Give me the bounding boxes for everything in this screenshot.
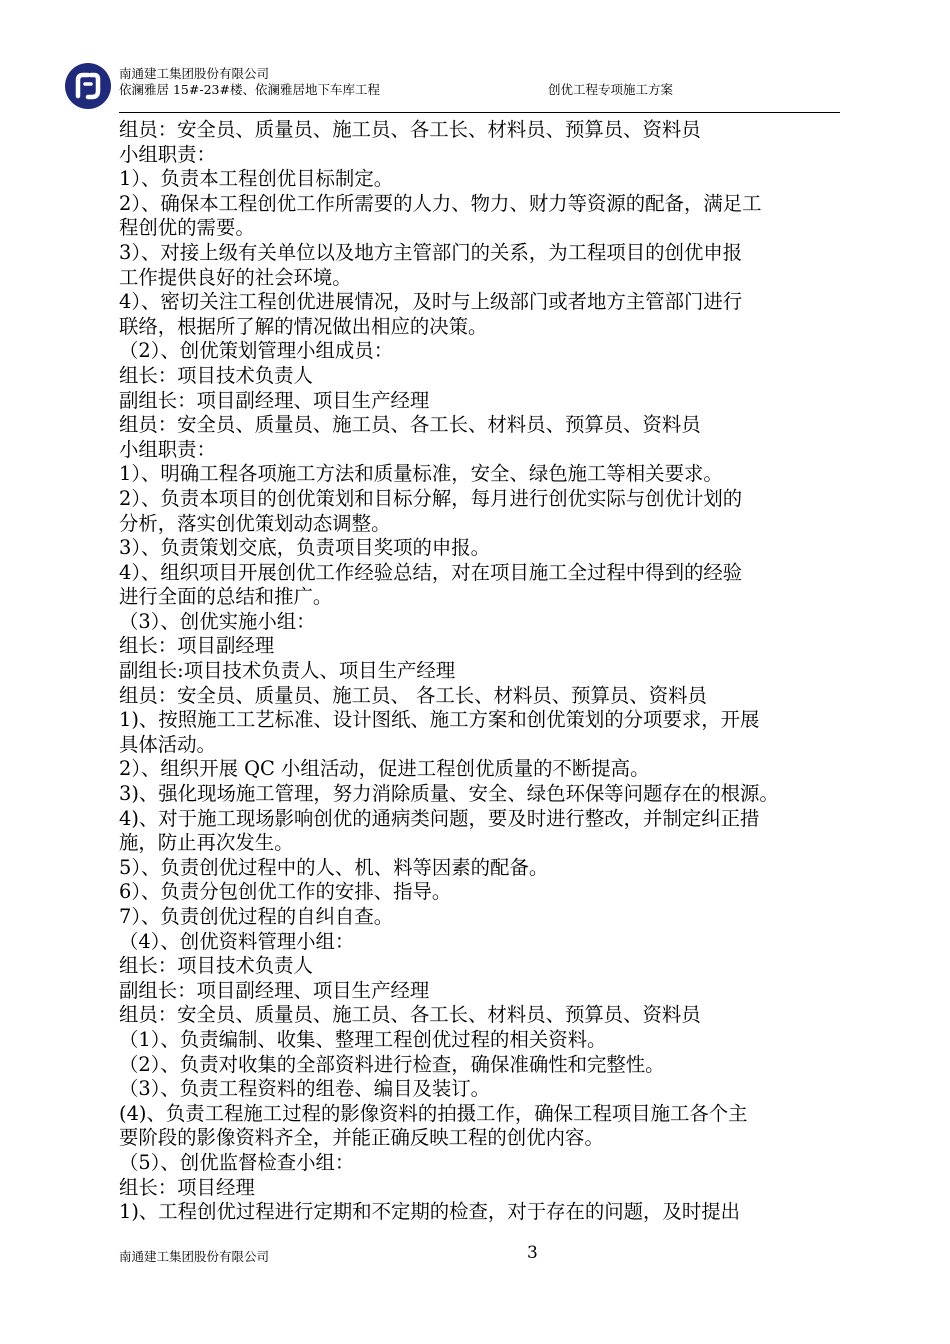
text-line: 组长：项目技术负责人: [119, 363, 313, 387]
text-line: 组长：项目技术负责人: [119, 954, 313, 978]
text-line: 1)、按照施工工艺标准、设计图纸、施工方案和创优策划的分项要求，开展: [119, 708, 760, 732]
text-line: 4）、组织项目开展创优工作经验总结，对在项目施工全过程中得到的经验: [119, 560, 743, 584]
text-line: 组员：安全员、质量员、施工员、各工长、材料员、预算员、资料员: [119, 413, 701, 437]
text-line: 程创优的需要。: [119, 216, 255, 240]
text-line: 组员：安全员、质量员、施工员、各工长、材料员、预算员、资料员: [119, 118, 701, 141]
text-line: 4）、密切关注工程创优进展情况，及时与上级部门或者地方主管部门进行: [119, 290, 743, 314]
text-line: 组员：安全员、质量员、施工员、 各工长、材料员、预算员、资料员: [119, 683, 707, 707]
text-line: 工作提供良好的社会环境。: [119, 265, 352, 289]
text-line: 具体活动。: [119, 732, 216, 756]
text-line: 副组长:项目技术负责人、项目生产经理: [119, 659, 456, 683]
text-line: 4)、对于施工现场影响创优的通病类问题，要及时进行整改，并制定纠正措: [119, 806, 760, 830]
text-line: 小组职责：: [119, 437, 216, 461]
text-line: 要阶段的影像资料齐全，并能正确反映工程的创优内容。: [119, 1126, 604, 1150]
text-line: 7）、负责创优过程的自纠自查。: [119, 905, 394, 928]
text-line: 6）、负责分包创优工作的安排、指导。: [119, 880, 452, 904]
text-line: （2）、负责对收集的全部资料进行检查，确保准确性和完整性。: [119, 1052, 665, 1076]
company-logo: [64, 62, 112, 110]
text-line: 2）、负责本项目的创优策划和目标分解，每月进行创优实际与创优计划的: [119, 486, 743, 510]
text-line: 副组长：项目副经理、项目生产经理: [119, 388, 430, 412]
text-line: 1）、明确工程各项施工方法和质量标准，安全、绿色施工等相关要求。: [119, 462, 723, 486]
text-line: 施，防止再次发生。: [119, 831, 294, 855]
header-rule: [119, 112, 840, 113]
text-line: （3）、负责工程资料的组卷、编目及装订。: [119, 1077, 491, 1101]
text-line: 分析，落实创优策划动态调整。: [119, 511, 391, 535]
text-line: 1）、负责本工程创优目标制定。: [119, 167, 394, 191]
text-line: （3）、创优实施小组：: [119, 609, 316, 633]
header-doc-title: 创优工程专项施工方案: [548, 82, 674, 97]
header-company: 南通建工集团股份有限公司: [119, 66, 270, 81]
text-line: （5）、创优监督检查小组：: [119, 1150, 355, 1174]
text-line: （4）、创优资料管理小组：: [119, 929, 355, 953]
text-line: 联络，根据所了解的情况做出相应的决策。: [119, 314, 488, 338]
text-line: 3)、强化现场施工管理，努力消除质量、安全、绿色环保等问题存在的根源。: [119, 782, 779, 806]
text-line: （2）、创优策划管理小组成员：: [119, 339, 394, 363]
header-project: 依澜雅居 15#-23#楼、依澜雅居地下车库工程: [119, 82, 380, 97]
text-line: 3）、对接上级有关单位以及地方主管部门的关系，为工程项目的创优申报: [119, 240, 743, 264]
text-line: 3）、负责策划交底，负责项目奖项的申报。: [119, 536, 491, 560]
document-body: [119, 118, 841, 1225]
text-line: （1）、负责编制、收集、整理工程创优过程的相关资料。: [119, 1027, 607, 1051]
text-line: 1)、工程创优过程进行定期和不定期的检查，对于存在的问题，及时提出: [119, 1200, 741, 1224]
text-line: 2）、确保本工程创优工作所需要的人力、物力、财力等资源的配备，满足工: [119, 191, 762, 215]
text-line: 组员：安全员、质量员、施工员、各工长、材料员、预算员、资料员: [119, 1003, 701, 1027]
text-line: 2）、组织开展 QC 小组活动，促进工程创优质量的不断提高。: [119, 757, 650, 781]
page-number: 3: [527, 1243, 538, 1263]
text-line: 副组长：项目副经理、项目生产经理: [119, 978, 430, 1002]
text-line: 进行全面的总结和推广。: [119, 585, 333, 609]
footer-company: 南通建工集团股份有限公司: [119, 1249, 270, 1264]
text-line: 小组职责：: [119, 142, 216, 166]
text-line: 组长：项目经理: [119, 1175, 255, 1199]
text-line: 5）、负责创优过程中的人、机、料等因素的配备。: [119, 855, 549, 879]
text-line: (4)、负责工程施工过程的影像资料的拍摄工作，确保工程项目施工各个主: [119, 1101, 748, 1125]
text-line: 组长：项目副经理: [119, 634, 275, 658]
